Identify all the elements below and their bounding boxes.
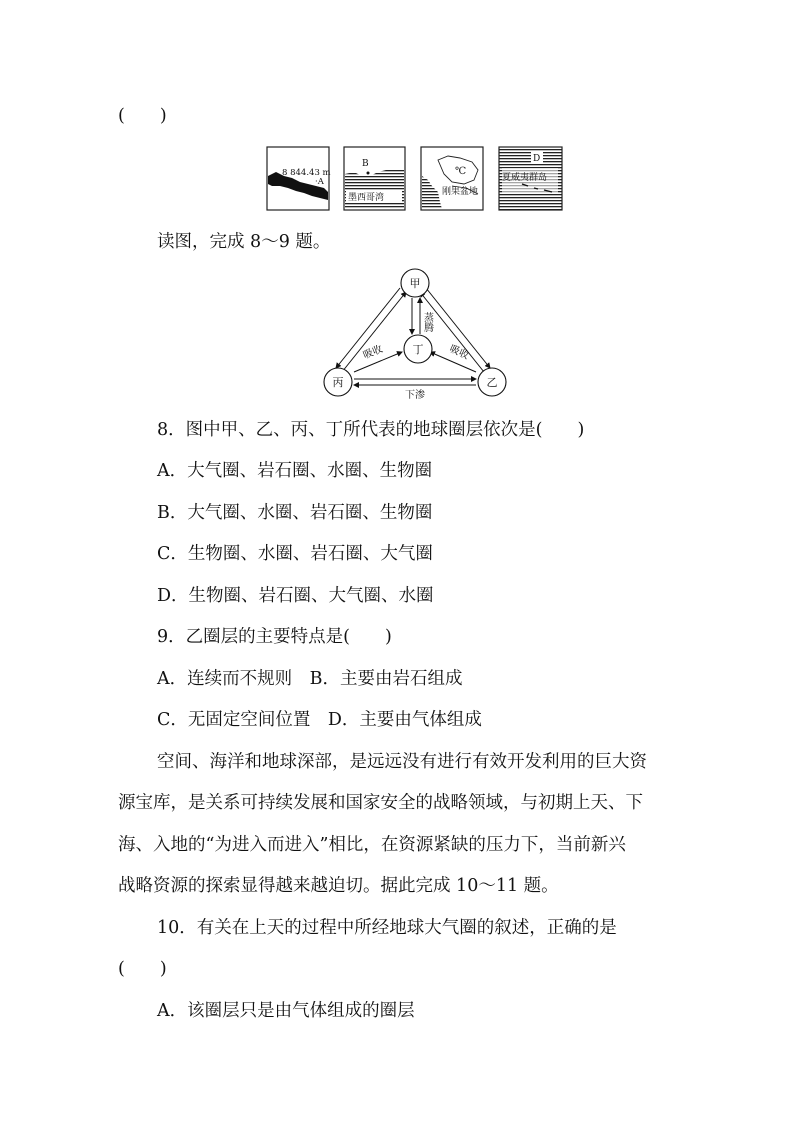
map-a-letter: ·A: [315, 177, 324, 187]
map-d-caption: 夏威夷群岛: [502, 173, 548, 183]
node-bing: 丙: [332, 376, 344, 389]
q8-option-a: A．大气圈、岩石圈、水圈、生物圈: [157, 461, 433, 481]
map-b: [344, 147, 405, 210]
label-absorb-left: 吸收: [361, 343, 385, 362]
label-evaporate: 蒸腾: [421, 312, 433, 332]
q8-option-c: C．生物圈、水圈、岩石圈、大气圈: [157, 544, 433, 564]
q9-options-ab: A．连续而不规则 B．主要由岩石组成: [157, 669, 463, 689]
passage-line-3: 海、入地的“为进入而进入”相比，在资源紧缺的压力下，当前新兴: [118, 835, 626, 855]
q8-stem: 8．图中甲、乙、丙、丁所代表的地球圈层依次是( ): [157, 420, 585, 440]
map-b-letter: B: [362, 159, 369, 169]
map-a: [267, 147, 331, 210]
q9-stem: 9．乙圈层的主要特点是( ): [157, 627, 392, 647]
map-d-letter: D: [533, 154, 541, 164]
map-b-caption: 墨西哥湾: [348, 193, 385, 203]
sphere-cycle-diagram: [318, 266, 514, 402]
node-jia: 甲: [409, 277, 421, 290]
q10-paren: ( ): [118, 959, 167, 979]
q8-option-b: B．大气圈、水圈、岩石圈、生物圈: [157, 503, 433, 523]
map-d: [499, 147, 562, 210]
q9-options-cd: C．无固定空间位置 D．主要由气体组成: [157, 710, 482, 730]
map-a-elevation: 8 844.43 m: [282, 168, 331, 178]
intro-8-9: 读图，完成 8～9 题。: [157, 232, 331, 252]
map-c-letter: ℃: [455, 166, 467, 177]
q10-stem: 10．有关在上天的过程中所经地球大气圈的叙述，正确的是: [157, 918, 617, 938]
q8-option-d: D．生物圈、岩石圈、大气圈、水圈: [157, 586, 434, 606]
q10-option-a: A．该圈层只是由气体组成的圈层: [157, 1001, 415, 1021]
map-c: [421, 147, 483, 210]
passage-line-1: 空间、海洋和地球深部，是远远没有进行有效开发利用的巨大资: [157, 752, 647, 772]
map-c-caption: 刚果盆地: [442, 187, 479, 197]
label-infiltrate: 下渗: [405, 390, 425, 401]
node-ding: 丁: [412, 343, 424, 356]
node-yi: 乙: [486, 376, 498, 389]
passage-line-4: 战略资源的探索显得越来越迫切。据此完成 10～11 题。: [118, 876, 559, 896]
top-paren: ( ): [118, 106, 167, 126]
map-thumbnails: [266, 146, 566, 212]
passage-line-2: 源宝库，是关系可持续发展和国家安全的战略领域，与初期上天、下: [118, 793, 643, 813]
label-absorb-right: 吸收: [447, 343, 471, 362]
